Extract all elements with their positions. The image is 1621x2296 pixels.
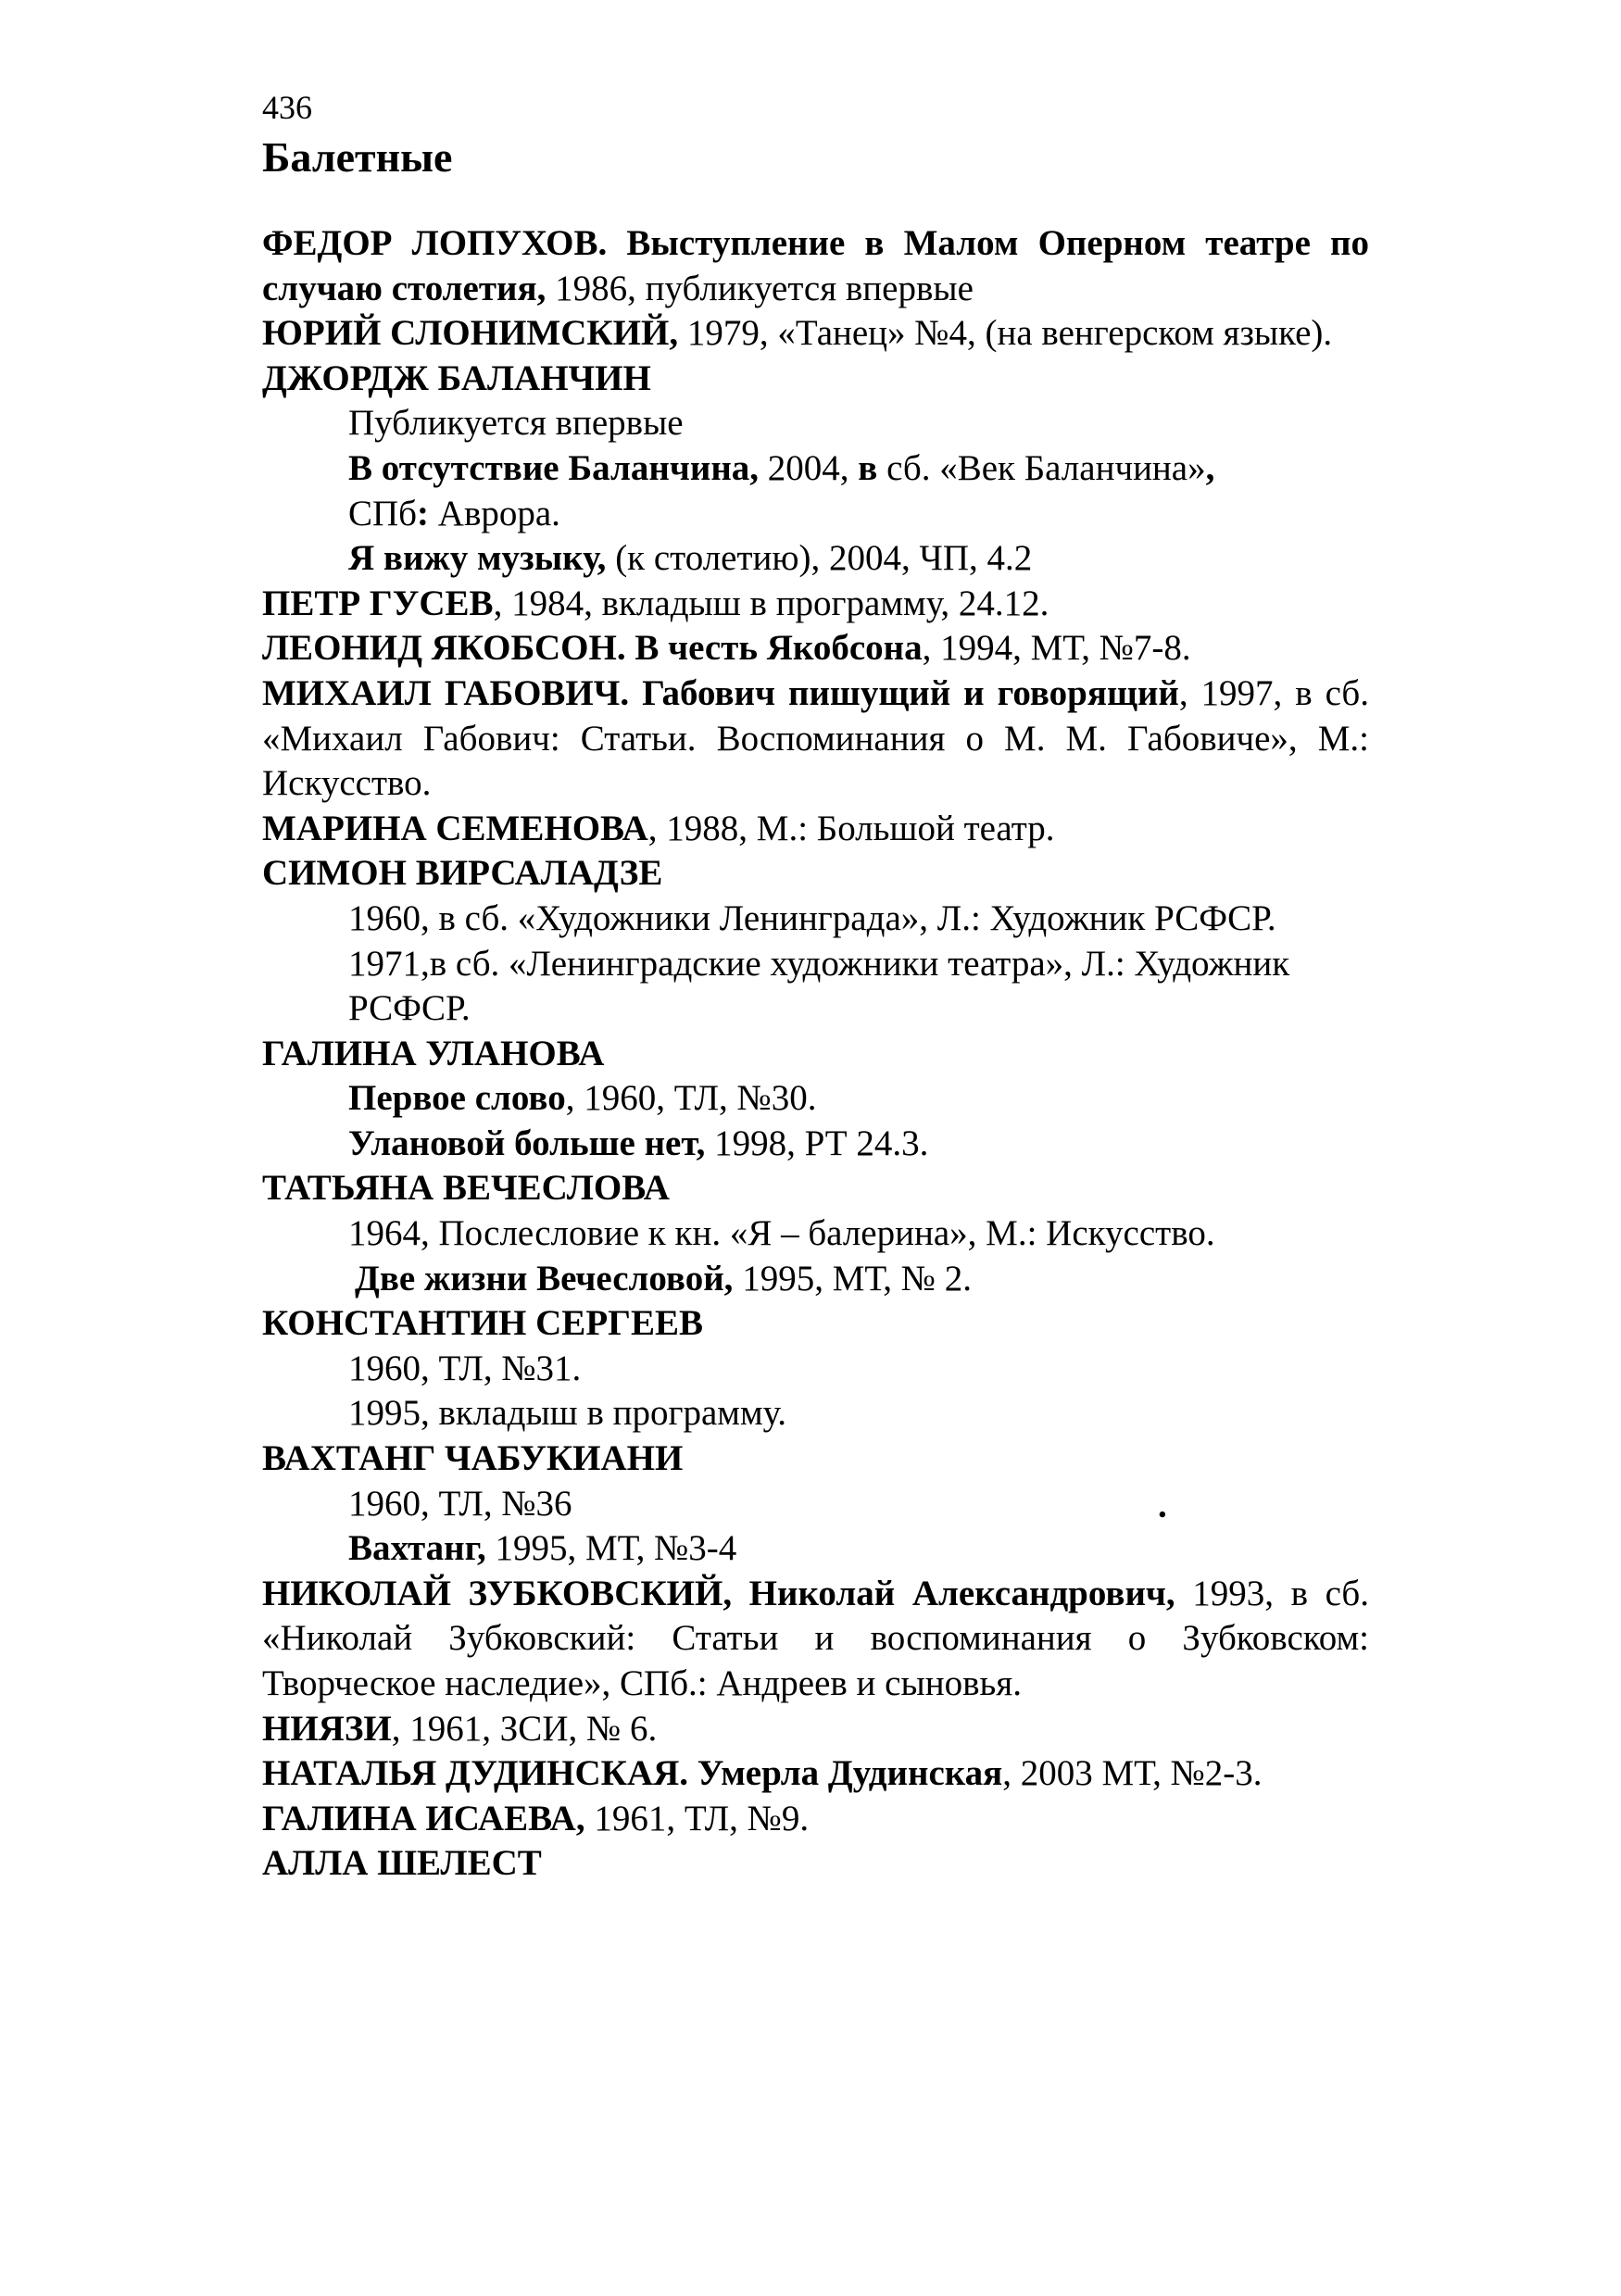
sub-item: Вахтанг, 1995, МТ, №3-4 <box>348 1528 737 1569</box>
person-name: ГАЛИНА УЛАНОВА <box>262 1033 605 1073</box>
work-title: Николай Александрович, <box>748 1573 1175 1613</box>
entry-gabovich: МИХАИЛ ГАБОВИЧ. Габович пишущий и говорящий, 1997, в сб. «Михаил Габович: Статьи. Воспоминания о М. М. Габовиче», М.: Искусство. <box>262 672 1369 804</box>
entry-details: 1986, публикуется впервые <box>546 268 974 308</box>
work-title: Улановой больше нет, <box>348 1123 706 1163</box>
work-title: Вахтанг, <box>348 1528 486 1569</box>
entry-sergeev <box>262 1301 1369 1347</box>
entry-shelest <box>262 1841 1369 1887</box>
person-name: ВАХТАНГ ЧАБУКИАНИ <box>262 1438 684 1479</box>
sub-item: 1995, вкладыш в программу. <box>348 1393 787 1434</box>
document-page <box>262 85 1369 1887</box>
entry-lopukhov: ФЕДОР ЛОПУХОВ. Выступление в Малом Оперном театре по случаю столетия, 1986, публикуется впервые <box>262 223 1370 308</box>
work-title: Я вижу музыку, <box>348 538 607 579</box>
sub-item: 1960, ТЛ, №36 <box>348 1483 572 1524</box>
person-name: НИЯЗИ <box>262 1708 392 1749</box>
entry-chabukiani <box>262 1437 1369 1482</box>
stray-mark: . <box>1158 1486 1167 1525</box>
person-name: ЮРИЙ СЛОНИМСКИЙ, <box>262 313 679 354</box>
entry-isaeva: ГАЛИНА ИСАЕВА, 1961, ТЛ, №9. <box>262 1798 810 1838</box>
sub-item: Первое слово, 1960, ТЛ, №30. <box>348 1078 817 1119</box>
person-name: ЛЕОНИД ЯКОБСОН. В честь Якобсона <box>262 628 923 669</box>
section-title: Балетные <box>262 133 453 181</box>
person-name: НАТАЛЬЯ ДУДИНСКАЯ <box>262 1753 680 1794</box>
sub-item: Улановой больше нет, 1998, РТ 24.3. <box>348 1123 929 1163</box>
sub-item: 1960, в сб. «Художники Ленинграда», Л.: Художник РСФСР. <box>348 897 1276 938</box>
entry-details: 1979, «Танец» №4, (на венгерском языке). <box>678 313 1333 354</box>
work-title: Выступление в Малом Оперном театре по случаю столетия, <box>262 223 1370 308</box>
sub-item: В отсутствие Баланчина, 2004, в сб. «Век Баланчина», <box>348 447 1215 488</box>
sub-item: Я вижу музыку, (к столетию), 2004, ЧП, 4.2 <box>348 538 1033 579</box>
work-title: Две жизни Вечесловой, <box>355 1258 734 1299</box>
entry-niyazi: НИЯЗИ, 1961, ЗСИ, № 6. <box>262 1708 658 1749</box>
entry-yakobson: ЛЕОНИД ЯКОБСОН. В честь Якобсона, 1994, МТ, №7-8. <box>262 628 1191 669</box>
person-name: МИХАИЛ ГАБОВИЧ. Габович пишущий и говорящий <box>262 672 1179 713</box>
sub-item: 1971,в сб. «Ленинградские художники театра», Л.: Художник РСФСР. <box>348 943 1290 1029</box>
entry-ulanova <box>262 1032 1369 1077</box>
sub-item: Две жизни Вечесловой, 1995, МТ, № 2. <box>355 1258 972 1299</box>
person-name: КОНСТАНТИН СЕРГЕЕВ <box>262 1303 703 1344</box>
sub-item: 1964, Послесловие к кн. «Я – балерина», М.: Искусство. <box>348 1213 1215 1254</box>
page-number: 436 <box>262 89 312 126</box>
person-name: МАРИНА СЕМЕНОВА <box>262 808 648 848</box>
work-title: Умерла Дудинская <box>697 1753 1003 1794</box>
entry-slonimsky <box>262 311 1369 357</box>
person-name: АЛЛА ШЕЛЕСТ <box>262 1843 542 1884</box>
work-title: Первое слово <box>348 1078 566 1119</box>
person-name: ПЕТР ГУСЕВ <box>262 583 494 623</box>
entry-dudinskaya: НАТАЛЬЯ ДУДИНСКАЯ. Умерла Дудинская, 2003 МТ, №2-3. <box>262 1753 1263 1794</box>
entry-virsaladze <box>262 851 1369 897</box>
entry-balanchine <box>262 357 1369 402</box>
work-title: В отсутствие Баланчина, <box>348 447 760 488</box>
sub-item-continuation: СПб: Аврора. <box>348 493 560 533</box>
entry-gusev: ПЕТР ГУСЕВ, 1984, вкладыш в программу, 24.12. <box>262 583 1049 623</box>
person-name: ФЕДОР ЛОПУХОВ <box>262 223 598 263</box>
person-name: ТАТЬЯНА ВЕЧЕСЛОВА <box>262 1168 670 1209</box>
entry-semenova: МАРИНА СЕМЕНОВА, 1988, М.: Большой театр. <box>262 808 1055 848</box>
entry-vecheslova <box>262 1166 1369 1211</box>
person-name: НИКОЛАЙ ЗУБКОВСКИЙ <box>262 1573 723 1613</box>
person-name: ГАЛИНА ИСАЕВА, <box>262 1798 585 1838</box>
entry-zubkovsky: НИКОЛАЙ ЗУБКОВСКИЙ, Николай Александрович, 1993, в сб. «Николай Зубковский: Статьи и воспоминания о Зубковском: Творческое наследие», СПб.: Андреев и сыновья. <box>262 1573 1369 1703</box>
sub-item: Публикуется впервые <box>348 403 684 444</box>
person-name: ДЖОРДЖ БАЛАНЧИН <box>262 358 651 398</box>
person-name: СИМОН ВИРСАЛАДЗЕ <box>262 853 663 894</box>
sub-item: 1960, ТЛ, №31. <box>348 1348 582 1388</box>
